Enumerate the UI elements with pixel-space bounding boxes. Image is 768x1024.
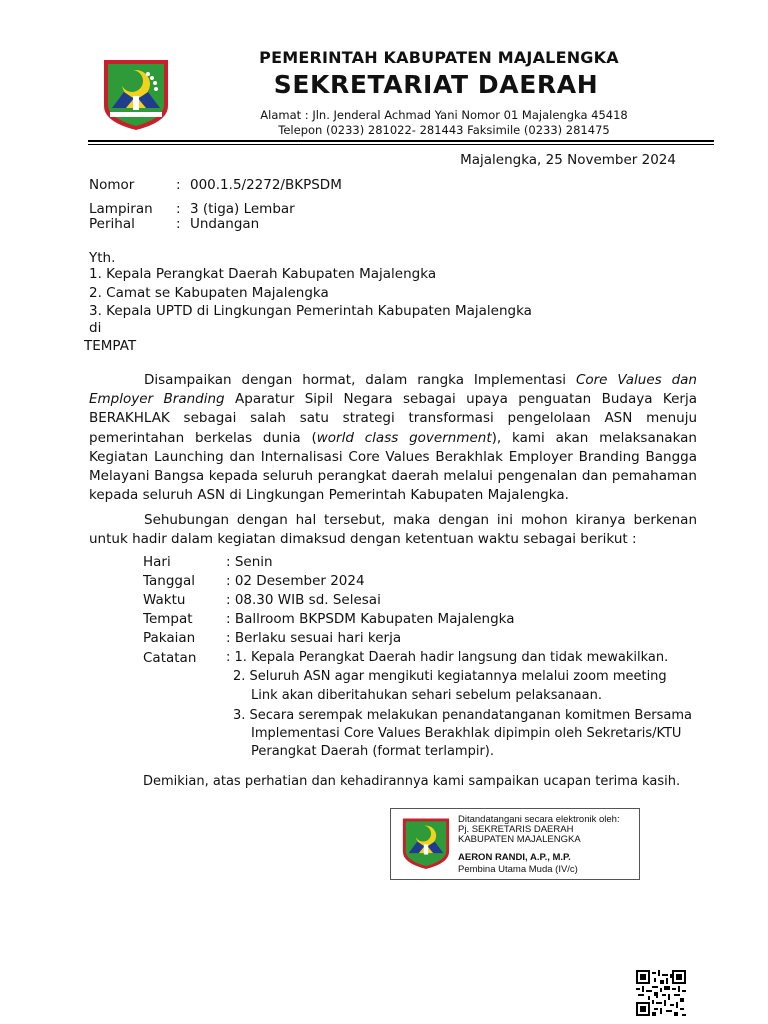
letterhead-org: PEMERINTAH KABUPATEN MAJALENGKA: [259, 48, 619, 67]
recipient-item: 2. Camat se Kabupaten Majalengka: [89, 285, 329, 301]
letterhead-rule-thick: [88, 140, 714, 142]
signature-name: AERON RANDI, A.P., M.P.: [458, 852, 571, 863]
signature-line1: Ditandatangani secara elektronik oleh:: [458, 814, 620, 825]
schedule-value: : 02 Desember 2024: [226, 573, 365, 589]
recipient-item: 1. Kepala Perangkat Daerah Kabupaten Majalengka: [89, 266, 437, 282]
letterhead-rule-thin: [88, 144, 714, 145]
signature-rank: Pembina Utama Muda (IV/c): [458, 864, 578, 875]
signature-line3: KABUPATEN MAJALENGKA: [458, 834, 581, 845]
majalengka-emblem-icon: [400, 815, 452, 871]
recipient-salutation: Yth.: [89, 250, 116, 266]
note-item: 3. Secara serempak melakukan penandatanganan komitmen Bersama: [233, 708, 693, 723]
meta-sep: :: [176, 201, 181, 217]
body-paragraph-2: [89, 511, 697, 549]
schedule-value: : Berlaku sesuai hari kerja: [226, 630, 402, 646]
meta-sep: :: [176, 216, 181, 232]
meta-label-nomor: Nomor: [89, 177, 135, 193]
schedule-label: Tempat: [143, 611, 193, 627]
closing-text: Demikian, atas perhatian dan kehadirannya kami sampaikan ucapan terima kasih.: [143, 774, 681, 789]
signature-line2: Pj. SEKRETARIS DAERAH: [458, 824, 574, 835]
p2-text: Sehubungan dengan hal tersebut, maka dengan ini mohon kiranya berkenan untuk hadir dalam kegiatan dimaksud dengan ketentuan waktu sebagai berikut :: [89, 512, 697, 548]
p1-text-b: Aparatur Sipil Negara sebagai upaya penguatan Budaya Kerja BERAKHLAK sebagai salah satu strategi transformasi pengelolaan ASN menuju pemerintahan berkelas dunia (: [89, 391, 697, 446]
recipient-di: di: [89, 320, 102, 336]
letterhead-unit: SEKRETARIAT DAERAH: [273, 70, 599, 99]
letterhead-phone: Telepon (0233) 281022- 281443 Faksimile (0233) 281475: [278, 123, 610, 137]
schedule-label: Tanggal: [143, 573, 196, 589]
schedule-value: : 1. Kepala Perangkat Daerah hadir langsung dan tidak mewakilkan.: [226, 650, 669, 665]
note-item-cont: Link akan diberitahukan sehari sebelum pelaksanaan.: [251, 688, 602, 703]
schedule-label: Catatan: [143, 650, 197, 666]
recipient-place: TEMPAT: [84, 338, 137, 354]
schedule-value: : Ballroom BKPSDM Kabupaten Majalengka: [226, 611, 515, 627]
meta-value-nomor: 000.1.5/2272/BKPSDM: [190, 177, 342, 193]
p1-emphasis-b: world class government: [316, 429, 492, 446]
p1-emphasis-a: Core Values dan Employer Branding: [89, 372, 697, 408]
letterhead-address: Alamat : Jln. Jenderal Achmad Yani Nomor 01 Majalengka 45418: [260, 108, 628, 122]
recipient-item: 3. Kepala UPTD di Lingkungan Pemerintah Kabupaten Majalengka: [89, 303, 532, 319]
note-item-cont: Perangkat Daerah (format terlampir).: [251, 744, 495, 759]
meta-sep: :: [176, 177, 181, 193]
schedule-label: Pakaian: [143, 630, 196, 646]
schedule-value: : 08.30 WIB sd. Selesai: [226, 592, 381, 608]
meta-value-lampiran: 3 (tiga) Lembar: [190, 201, 295, 217]
note-item: 2. Seluruh ASN agar mengikuti kegiatannya melalui zoom meeting: [233, 669, 667, 684]
p1-text-a: Disampaikan dengan hormat, dalam rangka Implementasi: [144, 372, 576, 388]
schedule-value: : Senin: [226, 554, 273, 570]
p1-text-c: ), kami akan melaksanakan Kegiatan Launching dan Internalisasi Core Values Berakhlak Employer Branding Bangga Melayani Bangsa kepada seluruh perangkat daerah melalui pengenalan dan pemahaman kepada seluruh ASN di Lingkungan Pemerintah Kabupaten Majalengka.: [89, 429, 697, 504]
note-item-cont: Implementasi Core Values Berakhlak dipimpin oleh Sekretaris/KTU: [251, 726, 682, 741]
schedule-label: Waktu: [143, 592, 186, 608]
body-paragraph-1: [89, 371, 697, 505]
meta-label-perihal: Perihal: [89, 216, 135, 232]
schedule-label: Hari: [143, 554, 171, 570]
meta-label-lampiran: Lampiran: [89, 201, 153, 217]
letter-date: Majalengka, 25 November 2024: [460, 152, 676, 168]
meta-value-perihal: Undangan: [190, 216, 260, 232]
qr-code-icon: [636, 970, 686, 1016]
